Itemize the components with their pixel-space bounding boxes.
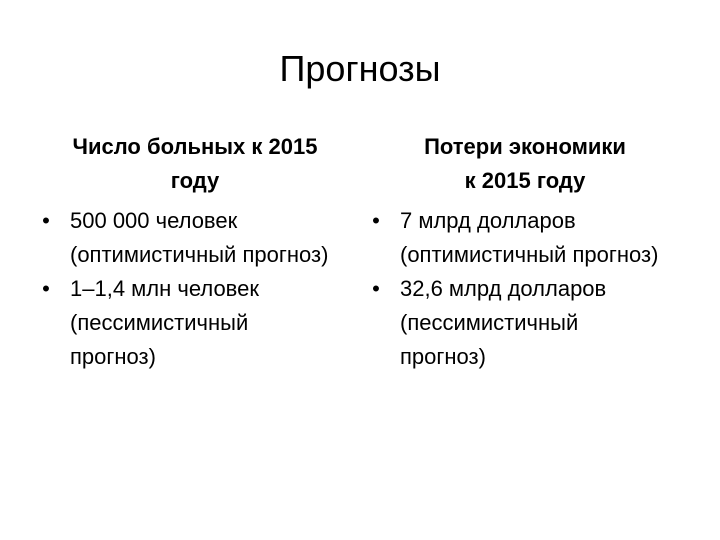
right-column-heading — [366, 130, 684, 198]
bullet-icon: • — [42, 276, 50, 301]
right-list-item — [366, 204, 666, 272]
right-bullet-list — [366, 204, 666, 374]
bullet-icon: • — [42, 208, 50, 233]
bullet-icon: • — [372, 276, 380, 301]
right-heading-line2: к 2015 году — [464, 168, 586, 193]
right-item-text: 32,6 млрд долларов (пессимистичный прогноз) — [400, 276, 607, 369]
right-item-text: 7 млрд долларов (оптимистичный прогноз) — [400, 208, 659, 267]
left-heading-line2: году — [170, 168, 220, 193]
left-list-item — [36, 272, 336, 374]
left-list-item — [36, 204, 336, 272]
left-heading-line1: Число больных к 2015 — [72, 134, 318, 159]
slide-title: Прогнозы — [279, 48, 441, 89]
left-item-text: 500 000 человек (оптимистичный прогноз) — [70, 208, 329, 267]
right-column — [366, 130, 666, 374]
bullet-icon: • — [372, 208, 380, 233]
left-bullet-list — [36, 204, 336, 374]
left-column-heading — [36, 130, 354, 198]
right-heading-line1: Потери экономики — [424, 134, 626, 159]
right-list-item — [366, 272, 666, 374]
left-column — [36, 130, 336, 374]
left-item-text: 1–1,4 млн человек (пессимистичный прогноз) — [70, 276, 259, 369]
